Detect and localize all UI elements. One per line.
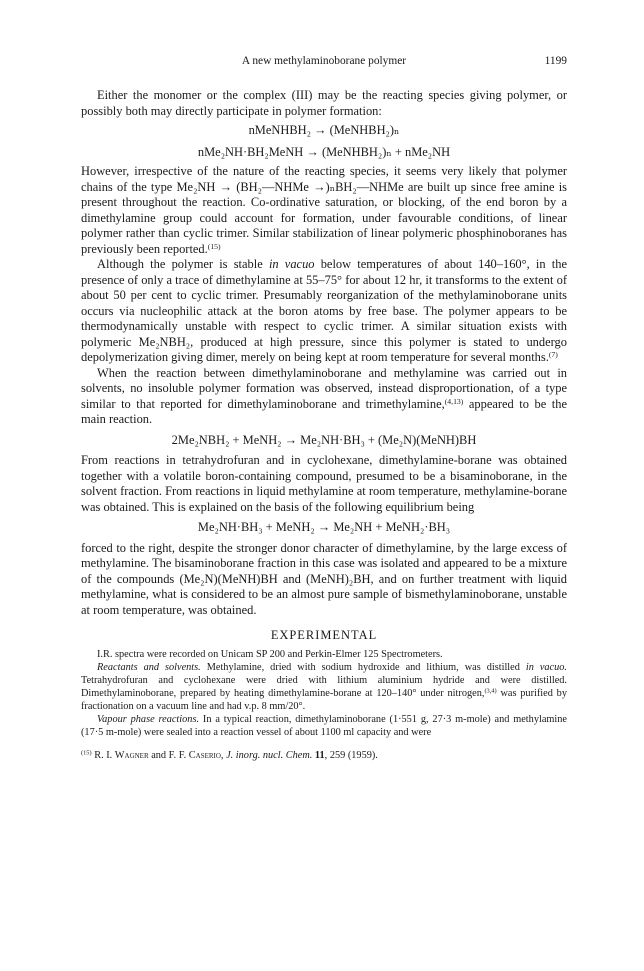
article-body — [81, 88, 567, 762]
page-number: 1199 — [544, 55, 567, 67]
author-name: Caserio — [188, 750, 221, 762]
paragraph-text: below temperatures of about 140–160°, in the presence of only a trace of dimethylamine at 55–75° for about 12 hr, it transforms to the extent of about 50 per cent to cyclic trimer. Presumably reorganization of the methylaminoborane units occurs via nucleophilic attack at the boron atoms by free base. The polymer appears to be thermodynamically unstable with respect to cyclic trimer. A similar situation exists with polymeric Me₂NBH₂, produced at high pressure, since this polymer is stated to undergo depolymerization giving dimer, merely on being kept at room temperature for several months. — [81, 257, 568, 364]
equation-equilibrium: Me₂NH·BH₃ + MeNH₂ → Me₂NH + MeNH₂·BH₃ — [197, 520, 451, 534]
equation-disproportionation: 2Me₂NBH₂ + MeNH₂ → Me₂NH·BH₃ + (Me₂N)(MeNH)BH — [171, 432, 477, 447]
paragraph-bisaminoborane: forced to the right, despite the stronger donor character of dimethylamine, by the large excess of methylamine. The bisaminoborane fraction in this case was isolated and appeared to be a mixture of the compounds (Me₂N)(MeNH)BH and (MeNH)₂BH, and on further treatment with liquid methylamine, what is considered to be an almost pure sample of bismethylaminoborane, unstable at room temperature, was obtained. — [81, 540, 567, 617]
footnote-marker: (15) — [81, 749, 92, 757]
paragraph-solvent-products: From reactions in tetrahydrofuran and in cyclohexane, dimethylamine-borane was obtained together with a volatile boron-containing compound, presumed to be a bisaminoborane, in the solvent fraction. From reactions in liquid methylamine at room temperature, methylamine-borane was obtained. This is explained on the basis of the following equilibrium being — [81, 453, 567, 514]
paragraph-text: was purified by fractionation on a vacuum line and had v.p. 8 mm/20°. — [81, 687, 567, 712]
reference-marker: (7) — [548, 349, 558, 359]
author-name: Wagner — [114, 750, 149, 762]
paragraph-spectra: I.R. spectra were recorded on Unicam SP 200 and Perkin-Elmer 125 Spectrometers. — [97, 648, 443, 660]
footnote-text: , — [220, 750, 227, 762]
paragraph-monomer-complex: Either the monomer or the complex (III) may be the reacting species giving polymer, or possibly both may directly participate in polymer formation: — [81, 88, 567, 118]
paragraph-vapour-phase — [81, 713, 567, 739]
paragraph-text: When the reaction between dimethylaminoborane and methylamine was carried out in solvents, no insoluble polymer formation was observed, instead disproportionation, of a type similar to that reported for dimethylaminoborane and trimethylamine, — [81, 365, 567, 411]
subsection-title: Vapour phase reactions. — [97, 713, 200, 725]
paragraph-polymer-chains — [81, 164, 567, 257]
page-header — [81, 55, 567, 71]
italic-term: in vacuo — [268, 257, 315, 271]
paragraph-reactants — [81, 661, 567, 713]
paragraph-solvent-reaction — [81, 366, 567, 428]
paragraph-stability — [81, 257, 567, 366]
reference-marker: (4,13) — [444, 396, 464, 406]
subsection-title: Reactants and solvents. — [97, 661, 201, 673]
reference-marker: (15) — [207, 241, 221, 251]
paragraph-text: However, irrespective of the nature of the reacting species, it seems very likely that polymer chains of the type Me₂NH → (BH₂—NHMe →)ₙBH₂—NHMe are built up since free amine is present throughout the reaction. Co-ordinative saturation, or blocking, of the end boron by a dimethylamine group could account for formation, under favourable conditions, of linear polymer rather than cyclic trimer. Similar stabilization of linear polymeric phosphinoboranes has previously been reported. — [81, 164, 567, 256]
experimental-section — [81, 648, 567, 740]
footnote — [81, 749, 567, 762]
equation-complex-polymerization: nMe₂NH·BH₂MeNH → (MeNHBH₂)ₙ + nMe₂NH — [197, 144, 451, 159]
paragraph-text: In a typical reaction, dimethylaminoborane (1·551 g, 27·3 m-mole) and methylamine (17·5 m-mole) were sealed into a reaction vessel of about 1100 ml capacity and were — [81, 713, 567, 739]
running-title: A new methylaminoborane polymer — [241, 55, 407, 67]
equation-polymerization: nMeNHBH₂ → (MeNHBH₂)ₙ — [248, 123, 400, 137]
journal-volume: 11 — [312, 750, 325, 762]
paragraph-text: Methylamine, dried with sodium hydroxide and lithium, was distilled — [200, 661, 526, 673]
footnote-text: and F. F. — [148, 750, 189, 762]
section-heading-experimental: EXPERIMENTAL — [270, 628, 378, 642]
paragraph-text: Tetrahydrofuran and cyclohexane were dried with lithium aluminium hydride and were distilled. Dimethylaminoborane, prepared by heating dimethylamine-borane at 120–140° under nitrogen, — [81, 674, 567, 699]
paragraph-text: Although the polymer is stable — [97, 257, 269, 271]
footnote-text: , 259 (1959). — [324, 750, 378, 762]
reference-marker: (3,4) — [484, 687, 497, 695]
footnote-text: R. I. — [91, 750, 115, 762]
italic-term: in vacuo. — [525, 661, 567, 673]
journal-name: J. inorg. nucl. Chem. — [226, 750, 313, 762]
paragraph-text: appeared to be the main reaction. — [81, 396, 567, 426]
